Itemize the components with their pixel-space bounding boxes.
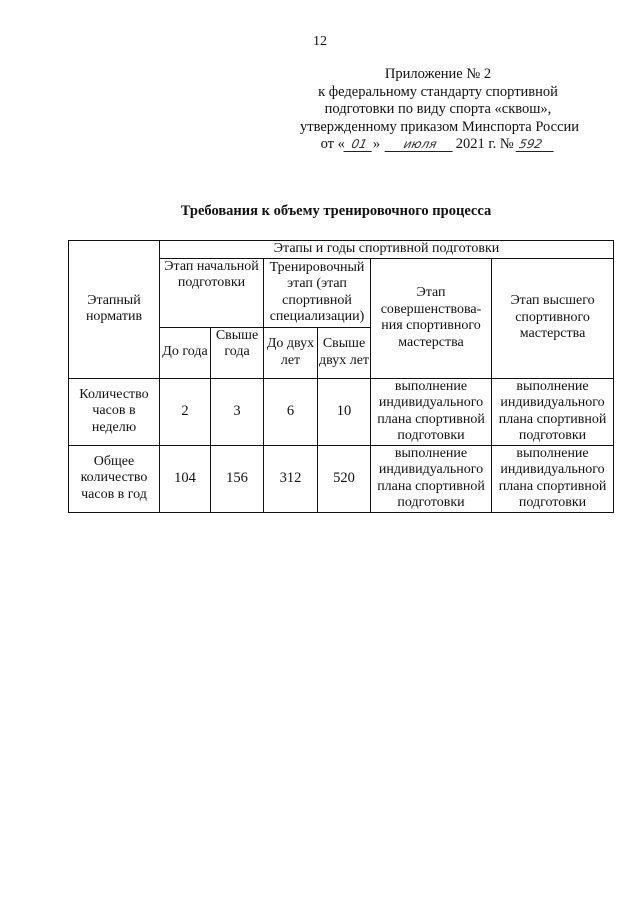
appendix-line: подготовки по виду спорта «сквош», xyxy=(324,101,552,117)
value-cell xyxy=(264,378,318,445)
norm-header-label: Этапный норматив xyxy=(85,292,143,325)
stage-improvement-cell xyxy=(371,258,492,378)
sub-initial-2-cell xyxy=(211,327,264,378)
value-cell xyxy=(264,445,318,512)
value: 2 xyxy=(181,403,189,420)
stage-highest-cell xyxy=(492,258,614,378)
value-cell xyxy=(160,378,211,445)
appendix-block xyxy=(300,66,580,154)
norm-header-cell xyxy=(69,241,160,379)
sub-initial-2-label: Свыше года xyxy=(215,327,259,359)
table-row xyxy=(69,445,614,512)
stage-training-label: Тренировочный этап (этап спортивной специализации) xyxy=(269,259,365,324)
sub-initial-1-label: До года xyxy=(162,344,208,360)
appendix-line: к федеральному стандарту спортивной xyxy=(318,83,558,100)
date-year-text: 2021 г. № xyxy=(455,136,514,152)
appendix-title: Приложение № 2 xyxy=(384,66,492,82)
handwritten-order-number: 592 xyxy=(516,138,557,152)
order-date-line xyxy=(300,136,576,154)
document-title: Требования к объему тренировочного процесса xyxy=(180,203,492,219)
sub-initial-1-cell xyxy=(160,327,211,378)
value-cell xyxy=(318,378,371,445)
sub-training-2-label: Свыше двух лет xyxy=(318,336,370,368)
stage-improvement-label: Этап совершенствова-ния спортивного мастерства xyxy=(380,285,482,350)
stage-highest-label: Этап высшего спортивного мастерства xyxy=(510,293,595,342)
stage-initial-cell xyxy=(160,258,264,327)
sub-training-2-cell xyxy=(318,327,371,378)
page-number: 12 xyxy=(313,34,327,49)
stages-title: Этапы и годы спортивной подготовки xyxy=(273,241,500,256)
row-label-cell xyxy=(69,445,160,512)
value: 3 xyxy=(233,403,241,420)
improvement-value: выполнение индивидуального плана спортивной подготовки xyxy=(377,378,485,443)
value-cell xyxy=(160,445,211,512)
handwritten-month: июля xyxy=(384,138,455,152)
date-mid: » xyxy=(372,136,381,152)
value: 10 xyxy=(336,403,352,420)
appendix-line: утвержденному приказом Минспорта России xyxy=(300,118,580,135)
date-prefix: от « xyxy=(320,136,345,152)
improvement-value: выполнение индивидуального плана спортивной подготовки xyxy=(377,445,485,510)
value: 312 xyxy=(279,470,302,487)
requirements-table xyxy=(68,240,614,513)
handwritten-day: 01 xyxy=(343,138,374,152)
value: 520 xyxy=(333,470,355,487)
value: 104 xyxy=(174,470,196,487)
stages-title-cell xyxy=(160,241,614,259)
row-label: Количество часов в неделю xyxy=(79,386,149,435)
value-cell xyxy=(211,445,264,512)
improvement-value-cell xyxy=(371,445,492,512)
stage-initial-label: Этап начальной подготовки xyxy=(164,258,259,290)
sub-training-1-cell xyxy=(264,327,318,378)
highest-value: выполнение индивидуального плана спортивной подготовки xyxy=(498,378,607,443)
row-label: Общее количество часов в год xyxy=(80,453,148,502)
highest-value: выполнение индивидуального плана спортивной подготовки xyxy=(498,445,607,510)
value: 156 xyxy=(226,470,248,487)
value-cell xyxy=(211,378,264,445)
highest-value-cell xyxy=(492,445,614,512)
improvement-value-cell xyxy=(371,378,492,445)
value: 6 xyxy=(286,403,295,420)
value-cell xyxy=(318,445,371,512)
sub-training-1-label: До двух лет xyxy=(266,336,315,368)
row-label-cell xyxy=(69,378,160,445)
highest-value-cell xyxy=(492,378,614,445)
table-row xyxy=(69,378,614,445)
stage-training-cell xyxy=(264,258,371,327)
